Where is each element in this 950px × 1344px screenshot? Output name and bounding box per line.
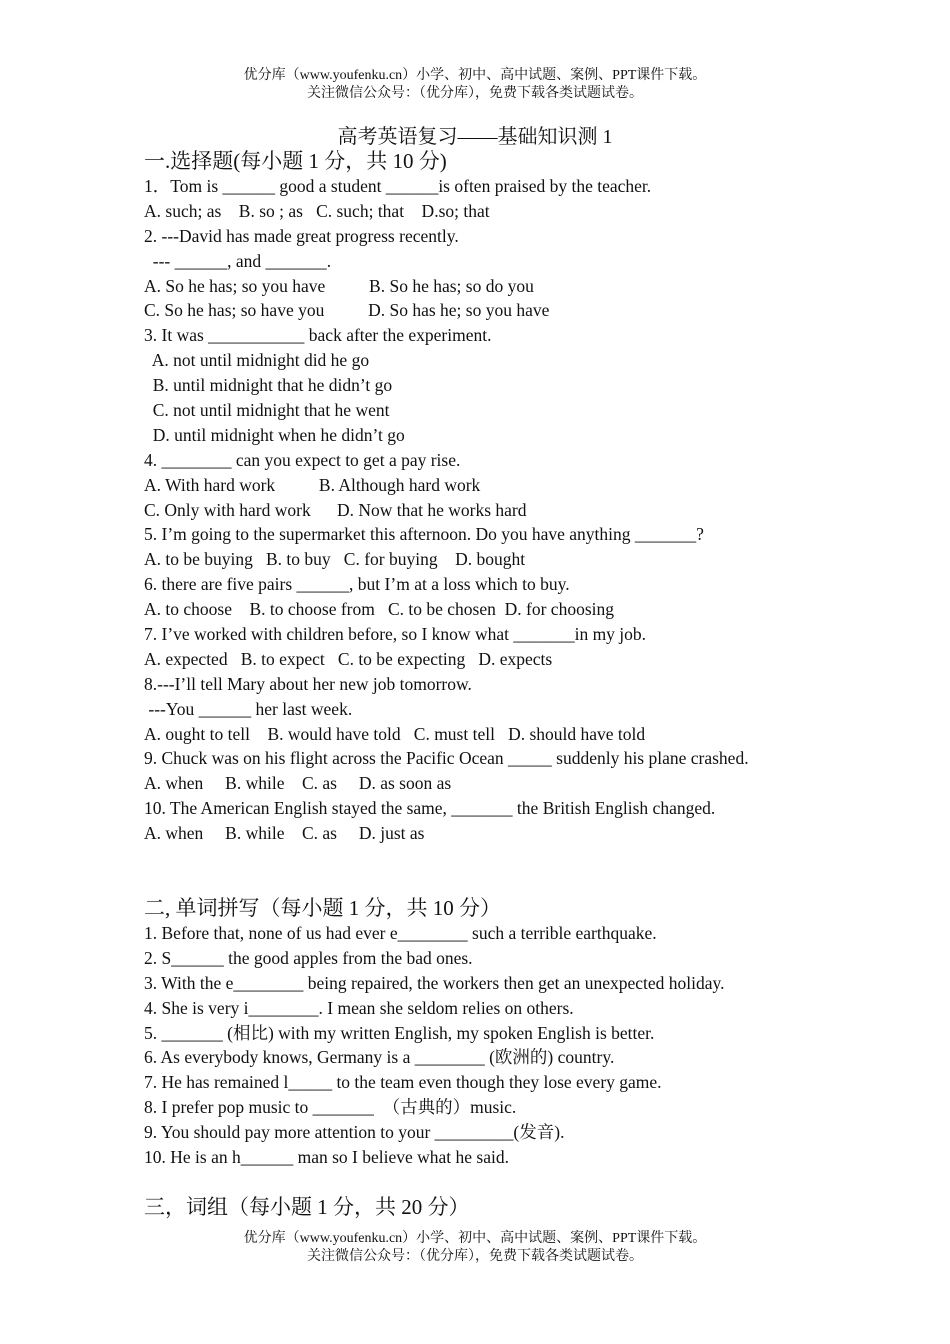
question-line: 6. there are five pairs ______, but I’m at a loss which to buy.: [144, 574, 570, 595]
header-line-1: 优分库（www.youfenku.cn）小学、初中、高中试题、案例、PPT课件下载。: [243, 68, 707, 83]
question-line: A. when B. while C. as D. just as: [144, 823, 425, 844]
question-line: C. So he has; so have you D. So has he; so you have: [144, 300, 550, 321]
question-line: 2. ---David has made great progress recently.: [144, 225, 459, 246]
question-line: 3. It was ___________ back after the experiment.: [144, 325, 492, 346]
section-1-questions: [144, 174, 844, 846]
question-line: A. expected B. to expect C. to be expecting D. expects: [144, 648, 553, 669]
question-line: 10. He is an h______ man so I believe what he said.: [144, 1147, 509, 1168]
question-line: A. So he has; so you have B. So he has; so do you: [144, 275, 534, 296]
question-line: 4. ________ can you expect to get a pay rise.: [144, 449, 461, 470]
question-line: 10. The American English stayed the same, _______ the British English changed.: [144, 798, 716, 819]
question-line: 9. Chuck was on his flight across the Pacific Ocean _____ suddenly his plane crashed.: [144, 748, 749, 769]
page-footer: [0, 1230, 950, 1266]
question-line: 1. Before that, none of us had ever e________ such a terrible earthquake.: [144, 923, 657, 943]
footer-line-2: 关注微信公众号：（优分库），免费下载各类试题试卷。: [307, 1249, 643, 1264]
footer-line-1: 优分库（www.youfenku.cn）小学、初中、高中试题、案例、PPT课件下载。: [243, 1231, 707, 1246]
question-line: A. such; as B. so ; as C. such; that D.so; that: [144, 200, 490, 221]
section-3-title: 三，词组（每小题 1 分，共 20 分）: [144, 1195, 470, 1219]
question-line: A. when B. while C. as D. as soon as: [144, 773, 452, 794]
question-line: --- ______, and _______.: [144, 250, 332, 271]
question-line: 4. She is very i________. I mean she seldom relies on others.: [144, 997, 574, 1018]
question-line: 6. As everybody knows, Germany is a ________ (欧洲的) country.: [144, 1047, 615, 1068]
question-line: B. until midnight that he didn’t go: [144, 375, 393, 396]
question-line: C. Only with hard work D. Now that he works hard: [144, 499, 527, 520]
page-header: [0, 67, 950, 103]
question-line: 3. With the e________ being repaired, the workers then get an unexpected holiday.: [144, 972, 725, 993]
question-line: D. until midnight when he didn’t go: [144, 424, 405, 445]
question-line: 8. I prefer pop music to _______ （古典的）music.: [144, 1097, 517, 1118]
question-line: C. not until midnight that he went: [144, 400, 390, 421]
question-line: ---You ______ her last week.: [144, 698, 353, 719]
question-line: A. ought to tell B. would have told C. must tell D. should have told: [144, 723, 646, 744]
section-1-title: 一.选择题(每小题 1 分，共 10 分): [144, 149, 447, 173]
question-line: A. With hard work B. Although hard work: [144, 474, 481, 495]
question-line: 9. You should pay more attention to your _________(发音).: [144, 1122, 565, 1143]
section-2-title: 二, 单词拼写（每小题 1 分，共 10 分）: [144, 896, 501, 920]
question-line: 5. I’m going to the supermarket this afternoon. Do you have anything _______?: [144, 524, 704, 545]
question-line: A. not until midnight did he go: [144, 350, 370, 371]
document-title: 高考英语复习——基础知识测 1: [337, 126, 613, 148]
section-2-questions: [144, 921, 844, 1170]
header-line-2: 关注微信公众号：（优分库），免费下载各类试题试卷。: [307, 86, 643, 101]
question-line: 1．Tom is ______ good a student ______is often praised by the teacher.: [144, 176, 652, 196]
question-line: 7. He has remained l_____ to the team even though they lose every game.: [144, 1072, 662, 1093]
question-line: 8.---I’ll tell Mary about her new job tomorrow.: [144, 673, 472, 694]
question-line: 7. I’ve worked with children before, so I know what _______in my job.: [144, 624, 647, 645]
question-line: 2. S______ the good apples from the bad ones.: [144, 947, 473, 968]
question-line: 5. _______ (相比) with my written English, my spoken English is better.: [144, 1022, 655, 1043]
question-line: A. to choose B. to choose from C. to be chosen D. for choosing: [144, 599, 614, 620]
question-line: A. to be buying B. to buy C. for buying D. bought: [144, 549, 526, 570]
